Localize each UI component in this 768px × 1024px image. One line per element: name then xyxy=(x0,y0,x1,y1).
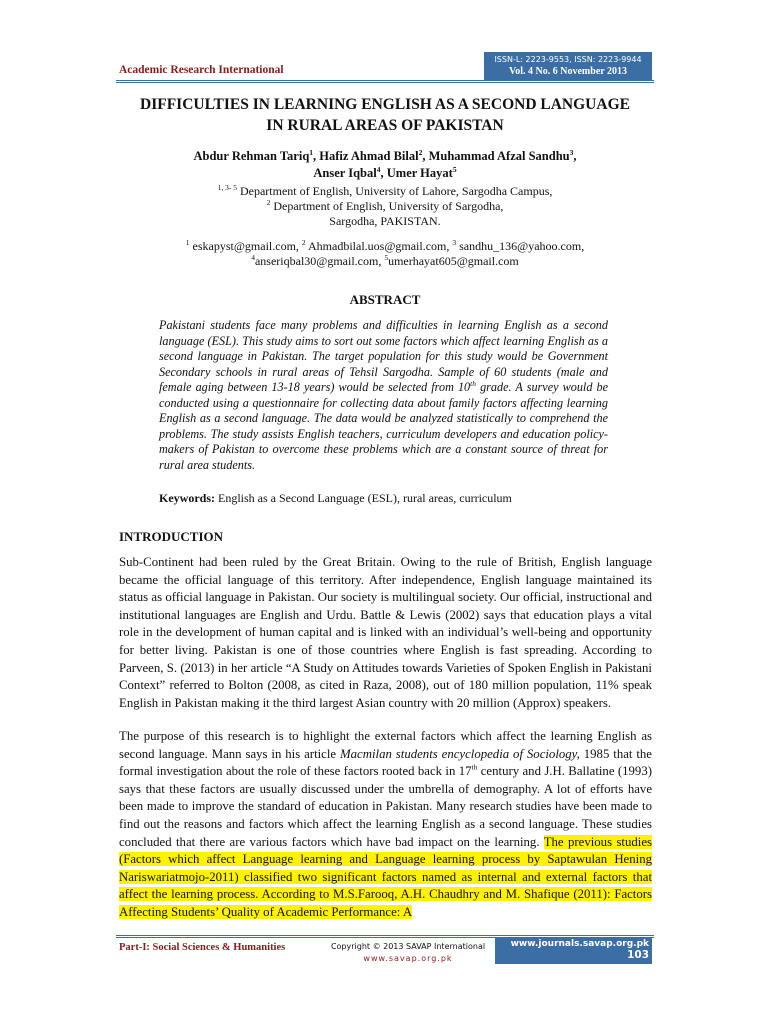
title-line-1: DIFFICULTIES IN LEARNING ENGLISH AS A SECOND LANGUAGE xyxy=(140,96,630,113)
email-4[interactable]: anseriqbal30@gmail.com xyxy=(254,254,379,268)
keywords xyxy=(159,491,619,506)
volume-text: Vol. 4 No. 6 November 2013 xyxy=(508,66,628,77)
abstract-text xyxy=(159,318,608,473)
author-5: Umer Hayat xyxy=(386,166,453,180)
copyright-text: Copyright © 2013 SAVAP International xyxy=(330,942,486,951)
footer-box xyxy=(495,937,652,964)
author-2: Hafiz Ahmad Bilal xyxy=(319,149,419,163)
affiliation-2: Department of English, University of Sargodha, xyxy=(273,199,504,213)
issn-text: ISSN-L: 2223-9553, ISSN: 2223-9944 xyxy=(494,55,642,64)
footer-center xyxy=(318,941,498,965)
author-4: Anser Iqbal xyxy=(313,166,377,180)
author-1: Abdur Rehman Tariq xyxy=(193,149,310,163)
author-list: Abdur Rehman Tariq$^1$, Hafiz Ahmad Bilal$^2$, Muhammad Afzal Sandhu$^3$, Anser Iqbal$^4$, Umer Hayat$^5$ xyxy=(193,147,577,180)
author-1-sup: 1 xyxy=(309,147,314,157)
highlighted-text: The previous studies (Factors which affect Language learning and Language learning process by Saptawulan Hening Nariswariatmojo-2011) classified two significant factors named as internal and external factors that affect the learning process. According to M.S.Farooq, A.H. Chaudhry and M. Shafique (2011): Factors Affecting Students’ Quality of Academic Performance: A xyxy=(119,834,652,919)
page-number: 103 xyxy=(627,949,649,961)
issn-box xyxy=(484,52,652,81)
footer-section: Part-I: Social Sciences & Humanities xyxy=(119,942,286,953)
email-4-sup: 4 xyxy=(251,253,255,262)
affiliation-2-sup: 2 xyxy=(266,198,271,207)
p2-italic: Macmilan students encyclopedia of Sociology, xyxy=(340,746,580,761)
email-5[interactable]: umerhayat605@gmail.com xyxy=(388,254,519,268)
keywords-text: English as a Second Language (ESL), rural areas, curriculum xyxy=(215,491,512,505)
email-1-sup: 1 xyxy=(185,238,190,247)
abstract-text-b: grade. A survey would be conducted using a questionnaire for collecting data about family factors affecting learning English as a second language. The data would be analyzed statistically to comprehend the problems. The study assists English teachers, curriculum developers and education policy-makers of Pakistan to overcome these problems which are a constant source of threat for rural area students. xyxy=(159,380,608,472)
email-1[interactable]: eskapyst@gmail.com xyxy=(192,239,296,253)
abstract-sup: th xyxy=(470,378,476,388)
journal-site-link[interactable]: www.journals.savap.org.pk xyxy=(510,939,649,949)
p2-text-a: The purpose of this research is to highlight the external factors which affect the learning English as second language. Mann says in his article xyxy=(119,729,652,761)
p2-text-b: 1985 that the formal investigation about the role of these factors rooted back in 17 xyxy=(119,746,652,779)
email-2-sup: 2 xyxy=(301,238,306,247)
abstract-text-a: Pakistani students face many problems and difficulties in learning English as a second language (ESL). This study aims to sort out some factors which affect learning English as a second language in Pakistan. The target population for this study would be Government Secondary schools in rural areas of Tehsil Sargodha. Sample of 60 students (male and female aging between 13-18 years) would be selected from 10 xyxy=(159,318,608,394)
email-3[interactable]: sandhu_136@yahoo.com xyxy=(459,239,582,253)
email-3-sup: 3 xyxy=(452,238,457,247)
author-3-sup: 3 xyxy=(569,147,574,157)
intro-paragraph-2 xyxy=(119,728,652,922)
author-4-sup: 4 xyxy=(376,164,381,174)
title-line-2: IN RURAL AREAS OF PAKISTAN xyxy=(266,117,504,134)
p2-text-c: century and J.H. Ballatine (1993) says that these factors are usually discussed under the umbrella of demography. A lot of efforts have been made to improve the standard of education in Pakistan. Many research studies have been made to find out the reasons and factors which affect the learning English as a second language. These studies concluded that there are various factors which have bad impact on the learning. xyxy=(119,764,652,849)
paper-title xyxy=(100,94,670,136)
keywords-label: Keywords: xyxy=(159,491,215,505)
p2-sup: th xyxy=(471,762,478,772)
journal-name: Academic Research International xyxy=(119,64,284,76)
introduction-heading: INTRODUCTION xyxy=(119,529,224,544)
author-3: Muhammad Afzal Sandhu xyxy=(428,149,570,163)
affiliation-1: Department of English, University of Lahore, Sargodha Campus, xyxy=(239,184,553,198)
email-2[interactable]: Ahmadbilal.uos@gmail.com xyxy=(308,239,447,253)
author-5-sup: 5 xyxy=(452,164,457,174)
email-list: $^1$ eskapyst@gmail.com, $^2$ Ahmadbilal.uos@gmail.com, $^3$ sandhu_136@yahoo.com, $^4$anseriqbal30@gmail.com, $^5$umerhayat605@gmail.com xyxy=(185,238,585,268)
affiliations xyxy=(100,184,670,229)
author-2-sup: 2 xyxy=(418,147,423,157)
affiliation-1-sup: 1, 3- 5 xyxy=(217,183,237,192)
affiliation-3: Sargodha, PAKISTAN. xyxy=(329,214,441,228)
intro-paragraph-1: Sub-Continent had been ruled by the Great Britain. Owing to the rule of British, English language became the official language of this territory. After independence, English language maintained its status as official language in Pakistan. Our society is multilingual society. Our official, instructional and institutional languages are English and Urdu. Battle & Lewis (2002) says that education plays a vital role in the development of human capital and is linked with an individual’s well-being and opportunity for better living. Pakistan is one of those countries where English is fast spreading. According to Parveen, S. (2013) in her article “A Study on Attitudes towards Varieties of Spoken English in Pakistani Context” referred to Bolton (2008, as cited in Raza, 2008), out of 180 million population, 11% speak English in Pakistan making it the third largest Asian country with 20 million (Approx) speakers. xyxy=(119,555,652,710)
header-rule xyxy=(116,80,654,83)
website-link[interactable]: www.savap.org.pk xyxy=(363,954,453,963)
abstract-heading: ABSTRACT xyxy=(349,292,421,307)
email-5-sup: 5 xyxy=(384,253,389,262)
